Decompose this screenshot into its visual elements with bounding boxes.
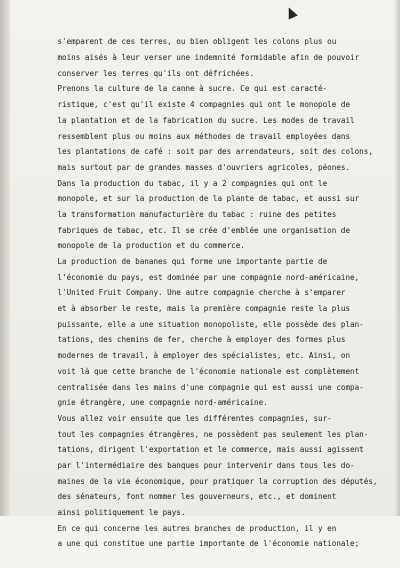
document-line-1 — [30, 3, 364, 47]
line-text: des sénateurs, font nommer les gouverneurs, etc., et dominent — [57, 492, 337, 502]
line-text: tations, dirigent l'exportation et le commerce, mais aussi agissent — [57, 445, 364, 455]
line-text: ressemblent plus ou moins aux méthodes de travail employées dans — [57, 131, 351, 141]
line-text: Vous allez voir ensuite que les différentes compagnies, sur- — [57, 413, 332, 423]
line-text: modernes de travail, à employer des spécialistes, etc. Ainsi, on — [57, 351, 351, 361]
line-text: moins aisés à leur verser une indemnité formidable afin de pouvoir — [57, 53, 360, 63]
line-text: En ce qui concerne les autres branches de production, il y en — [57, 523, 337, 533]
line-text: ainsi politiquement le pays. — [57, 508, 186, 518]
line-text: et à absorber le reste, mais la première compagnie reste la plus — [57, 304, 351, 314]
document-body — [30, 3, 378, 549]
line-text: ristique, c'est qu'il existe 4 compagnies qui ont le monopole de — [57, 100, 351, 110]
line-text: a une qui constitue une partie importante de l'économie nationale; — [57, 539, 360, 549]
line-text: monopole, et sur la production de la plante de tabac, et aussi sur — [57, 194, 360, 204]
line-text: mais surtout par de grandes masses d'ouvriers agricoles, péones. — [57, 162, 351, 172]
page-left-shadow — [0, 0, 10, 516]
line-text: l'économie du pays, est dominée par une compagnie nord-américaine, — [57, 272, 360, 282]
line-text: La production de bananes qui forme une importante partie de — [57, 257, 328, 267]
line-text: les plantations de café : soit par des arrendateurs, soit des colons, — [57, 147, 373, 157]
line-text: fabriques de tabac, etc. Il se crée d'emblée une organisation de — [57, 225, 351, 235]
line-text: conserver les terres qu'ils ont défrichées. — [57, 68, 255, 78]
line-text: Dans la production du tabac, il y a 2 compagnies qui ont le — [57, 178, 328, 188]
line-text: puissante, elle a une situation monopoliste, elle possède des plan- — [57, 319, 364, 329]
line-text: monopole de la production et du commerce. — [57, 241, 245, 251]
page-right-shadow — [394, 0, 400, 516]
line-text: la plantation et de la fabrication du sucre. Les modes de travail — [57, 115, 355, 125]
line-text: voit là que cette branche de l'économie nationale est complètement — [57, 366, 360, 376]
line-text: tout les compagnies étrangères, ne possèdent pas seulement les plan- — [57, 429, 369, 439]
line-text: s'emparent de ces terres, ou bien obligent les colons plus ou — [57, 37, 337, 47]
line-text: l'United Fruit Company. Une autre compagnie cherche à s'emparer — [57, 288, 346, 298]
line-text: par l'intermédiaire des banques pour intervenir dans tous les do- — [57, 460, 355, 470]
line-text: tations, des chemins de fer, cherche à employer des formes plus — [57, 335, 346, 345]
line-text: Prenons la culture de la canne à sucre. Ce qui est caracté- — [57, 84, 328, 94]
line-text: centralisée dans les mains d'une compagnie qui est aussi une compa- — [57, 382, 364, 392]
line-text: la transformation manufacturière du tabac : ruine des petites — [57, 209, 337, 219]
line-text: gnie étrangère, une compagnie nord-américaine. — [57, 398, 268, 408]
line-text: maines de la vie économique, pour pratiquer la corruption des députés, — [57, 476, 378, 486]
